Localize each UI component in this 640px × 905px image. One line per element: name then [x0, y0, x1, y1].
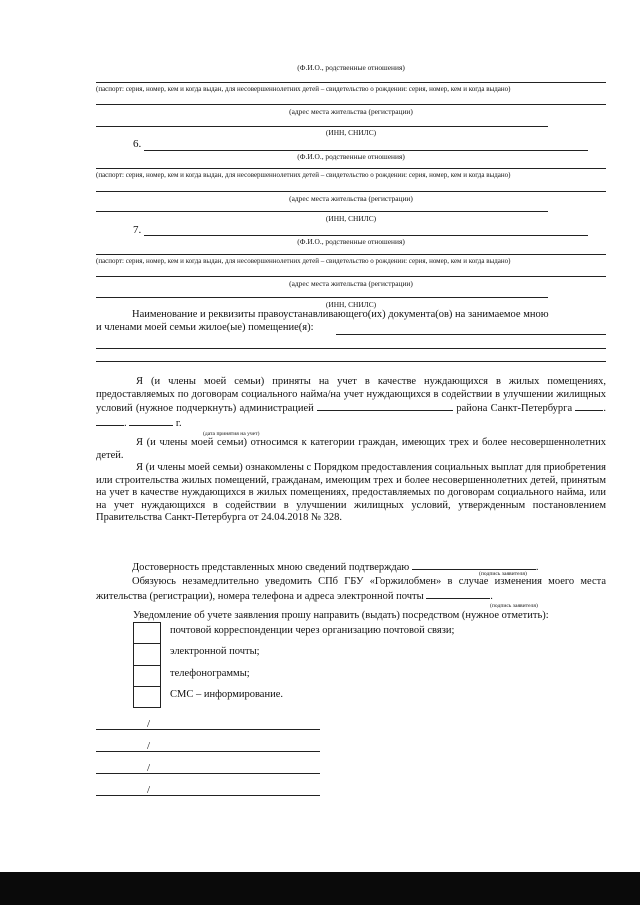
acknowledgement-paragraph: Я (и члены моей семьи) ознакомлены с Порядком предоставления социальных выплат для приобретения или строительства жилых помещений, гражданам, имеющим трех и более несовершеннолетних детей, принятым на учет в качестве нуждающихся в жилых помещениях, предоставляемых по договорам социального найма, или на учет нуждающихся в содействии в улучшении жилищных условий, утвержденным постановлением Правительства Санкт-Петербурга от 24.04.2018 № 328. — [96, 462, 606, 524]
date-dot-1: . — [603, 403, 607, 415]
documents-line-1[interactable] — [336, 334, 606, 335]
scan-border-band — [0, 872, 640, 905]
date-caption: (дата принятия на учет) — [203, 431, 260, 437]
passport-line-5[interactable] — [96, 82, 606, 83]
documents-title-line1: Наименование и реквизиты правоустанавливающего(их) документа(ов) на занимаемое мною — [132, 309, 549, 320]
date-dot-2: . — [124, 417, 127, 429]
signature-slash-2: / — [147, 740, 151, 752]
passport-caption-6: (паспорт: серия, номер, кем и когда выдан, для несовершеннолетних детей – свидетельство о рождении: серия, номер, кем и когда выдано) — [96, 171, 511, 179]
delivery-checkbox-phone[interactable] — [133, 666, 161, 687]
signature-line-2[interactable] — [96, 751, 320, 752]
inn-caption-5: (ИНН, СНИЛС) — [325, 128, 377, 137]
member-number-6: 6. — [133, 138, 142, 150]
delivery-checkbox-sms[interactable] — [133, 687, 161, 708]
confirmation-text: Достоверность представленных мною сведений подтверждаю — [132, 562, 410, 573]
delivery-option-phone: телефонограммы; — [170, 668, 250, 679]
delivery-option-sms: СМС – информирование. — [170, 689, 283, 700]
notify-signature-field[interactable] — [426, 589, 490, 599]
registration-paragraph — [96, 376, 606, 430]
notify-end: . — [490, 590, 493, 602]
registration-text: Я (и члены моей семьи) приняты на учет в качестве нуждающихся в жилых помещениях, предоставляемых по договорам социального найма/на учет нуждающихся в содействии в улучшении жилищных условий (нужное подчеркнуть) администрацией — [96, 376, 606, 415]
fio-caption-5: (Ф.И.О., родственные отношения) — [297, 63, 405, 72]
signature-slash-4: / — [147, 784, 151, 796]
documents-title-line2: и членами моей семьи жилое(ые) помещение(я): — [96, 322, 314, 333]
passport-line-6b[interactable] — [96, 191, 606, 192]
inn-line-7[interactable] — [96, 297, 548, 298]
passport-line-5b[interactable] — [96, 104, 606, 105]
date-month-field[interactable] — [96, 416, 124, 426]
documents-line-3[interactable] — [96, 361, 606, 362]
signature-line-3[interactable] — [96, 773, 320, 774]
confirmation-signature-caption: (подпись заявителя) — [479, 571, 527, 577]
fio-caption-6: (Ф.И.О., родственные отношения) — [297, 152, 405, 161]
address-caption-7: (адрес места жительства (регистрации) — [289, 279, 413, 288]
inn-caption-7: (ИНН, СНИЛС) — [325, 300, 377, 309]
inn-line-5[interactable] — [96, 126, 548, 127]
inn-line-6[interactable] — [96, 211, 548, 212]
year-suffix: г. — [175, 417, 182, 429]
delivery-heading: Уведомление об учете заявления прошу направить (выдать) посредством (нужное отметить): — [133, 610, 549, 621]
signature-slash-1: / — [147, 718, 151, 730]
confirmation-end: . — [535, 562, 539, 573]
delivery-option-email: электронной почты; — [170, 646, 260, 657]
fio-line-6[interactable] — [144, 150, 588, 151]
notify-text: Обязуюсь незамедлительно уведомить СПб ГБУ «Горжилобмен» в случае изменения моего места жительства (регистрации), номера телефона и адреса электронной почты — [96, 576, 606, 602]
passport-line-7[interactable] — [96, 254, 606, 255]
date-year-field[interactable] — [129, 416, 173, 426]
delivery-checkbox-email[interactable] — [133, 644, 161, 666]
passport-line-7b[interactable] — [96, 276, 606, 277]
date-day-field[interactable] — [575, 401, 603, 411]
category-paragraph: Я (и члены моей семьи) относимся к категории граждан, имеющих трех и более несовершеннолетних детей. — [96, 437, 606, 461]
administration-field[interactable] — [317, 401, 453, 411]
signature-line-4[interactable] — [96, 795, 320, 796]
documents-line-2[interactable] — [96, 348, 606, 349]
confirmation-signature-field[interactable] — [412, 560, 536, 570]
passport-line-6[interactable] — [96, 168, 606, 169]
delivery-option-post: почтовой корреспонденции через организацию почтовой связи; — [170, 625, 455, 636]
delivery-checkbox-post[interactable] — [133, 622, 161, 644]
confirmation-line — [96, 560, 606, 575]
address-caption-6: (адрес места жительства (регистрации) — [289, 194, 413, 203]
address-caption-5: (адрес места жительства (регистрации) — [289, 107, 413, 116]
member-number-7: 7. — [133, 224, 142, 236]
passport-caption-5: (паспорт: серия, номер, кем и когда выдан, для несовершеннолетних детей – свидетельство о рождении: серия, номер, кем и когда выдано) — [96, 85, 511, 93]
signature-line-1[interactable] — [96, 729, 320, 730]
notify-paragraph — [96, 576, 606, 603]
district-text: района Санкт-Петербурга — [456, 403, 573, 415]
notify-signature-caption: (подпись заявителя) — [490, 603, 538, 609]
signature-slash-3: / — [147, 762, 151, 774]
fio-line-7[interactable] — [144, 235, 588, 236]
passport-caption-7: (паспорт: серия, номер, кем и когда выдан, для несовершеннолетних детей – свидетельство о рождении: серия, номер, кем и когда выдано) — [96, 257, 511, 265]
fio-caption-7: (Ф.И.О., родственные отношения) — [297, 237, 405, 246]
inn-caption-6: (ИНН, СНИЛС) — [325, 214, 377, 223]
